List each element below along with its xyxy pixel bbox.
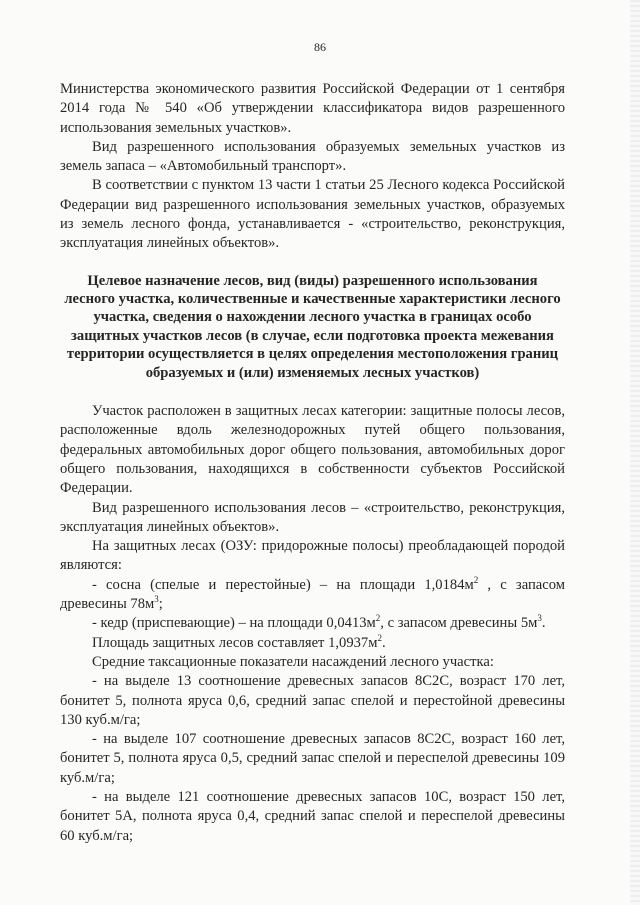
paragraph-cedar xyxy=(60,614,565,633)
superscript-square: 2 xyxy=(377,632,382,643)
superscript-square: 2 xyxy=(473,574,479,585)
paragraph-forest-code: В соответствии с пунктом 13 части 1 статьи 25 Лесного кодекса Российской Федерации вид разрешенного использования земельных участков, образуемых из земель лесного фонда, устанавливается - «строительство, реконструкция, эксплуатация линейных объектов». xyxy=(60,177,565,252)
section-heading: Целевое назначение лесов, вид (виды) разрешенного использования лесного участка, количественные и качественные характеристики лесного участка, сведения о нахождении лесного участка в границах особо защитных участков лесов (в случае, если подготовка проекта межевания территории осуществляется в целях определения местоположения границ образуемых и (или) изменяемых лесных участков) xyxy=(64,272,561,381)
cedar-volume-text: , с запасом древесины 5м xyxy=(380,615,538,632)
paragraph-plot-121: - на выделе 121 соотношение древесных запасов 10С, возраст 150 лет, бонитет 5А, полнота яруса 0,4, средний запас спелой и переспелой древесины 60 куб.м/га; xyxy=(60,789,565,844)
pine-volume-text: , с запасом древесины 78м xyxy=(60,576,566,613)
scan-edge xyxy=(630,0,640,905)
total-area-end: . xyxy=(381,634,386,651)
total-area-text: Площадь защитных лесов составляет 1,0937м xyxy=(92,634,378,651)
paragraph-dominant-species: На защитных лесах (ОЗУ: придорожные полосы) преобладающей породой являются: xyxy=(60,538,565,574)
paragraph-taxation-intro: Средние таксационные показатели насаждений лесного участка: xyxy=(92,653,494,670)
cedar-end: . xyxy=(541,615,546,632)
pine-end: ; xyxy=(158,596,163,613)
page-number: 86 xyxy=(314,40,326,54)
paragraph-ministry-ref: Министерства экономического развития Российской Федерации от 1 сентября 2014 года № 540 «Об утверждении классификатора видов разрешенного использования земельных участков». xyxy=(60,81,565,136)
paragraph-total-area xyxy=(60,634,565,653)
paragraph-permitted-use: Вид разрешенного использования лесов – «строительство, реконструкция, эксплуатация линейных объектов». xyxy=(60,499,565,535)
pine-text: - сосна (спелые и перестойные) – на площади 1,0184м xyxy=(92,576,474,593)
superscript-cube: 3 xyxy=(154,594,159,605)
superscript-square: 2 xyxy=(375,613,381,624)
paragraph-protective-forests: Участок расположен в защитных лесах категории: защитные полосы лесов, расположенные вдоль железнодорожных путей общего пользования, федеральных автомобильных дорог общего пользования, автомобильных дорог общего пользования, находящихся в собственности субъектов Российской Федерации. xyxy=(60,403,565,497)
paragraph-land-use: Вид разрешенного использования образуемых земельных участков из земель запаса – «Автомобильный транспорт». xyxy=(60,138,565,175)
paragraph-pine xyxy=(60,576,565,615)
paragraph-plot-107: - на выделе 107 соотношение древесных запасов 8С2С, возраст 160 лет, бонитет 5, полнота яруса 0,5, средний запас спелой и переспелой древесины 109 куб.м/га; xyxy=(60,731,565,786)
paragraph-plot-13: - на выделе 13 соотношение древесных запасов 8С2С, возраст 170 лет, бонитет 5, полнота яруса 0,6, средний запас спелой и перестойной древесины 130 куб.м/га; xyxy=(60,673,565,728)
cedar-text: - кедр (приспевающие) – на площади 0,0413м xyxy=(92,615,376,632)
document-body xyxy=(60,80,565,846)
superscript-cube: 3 xyxy=(537,613,542,624)
